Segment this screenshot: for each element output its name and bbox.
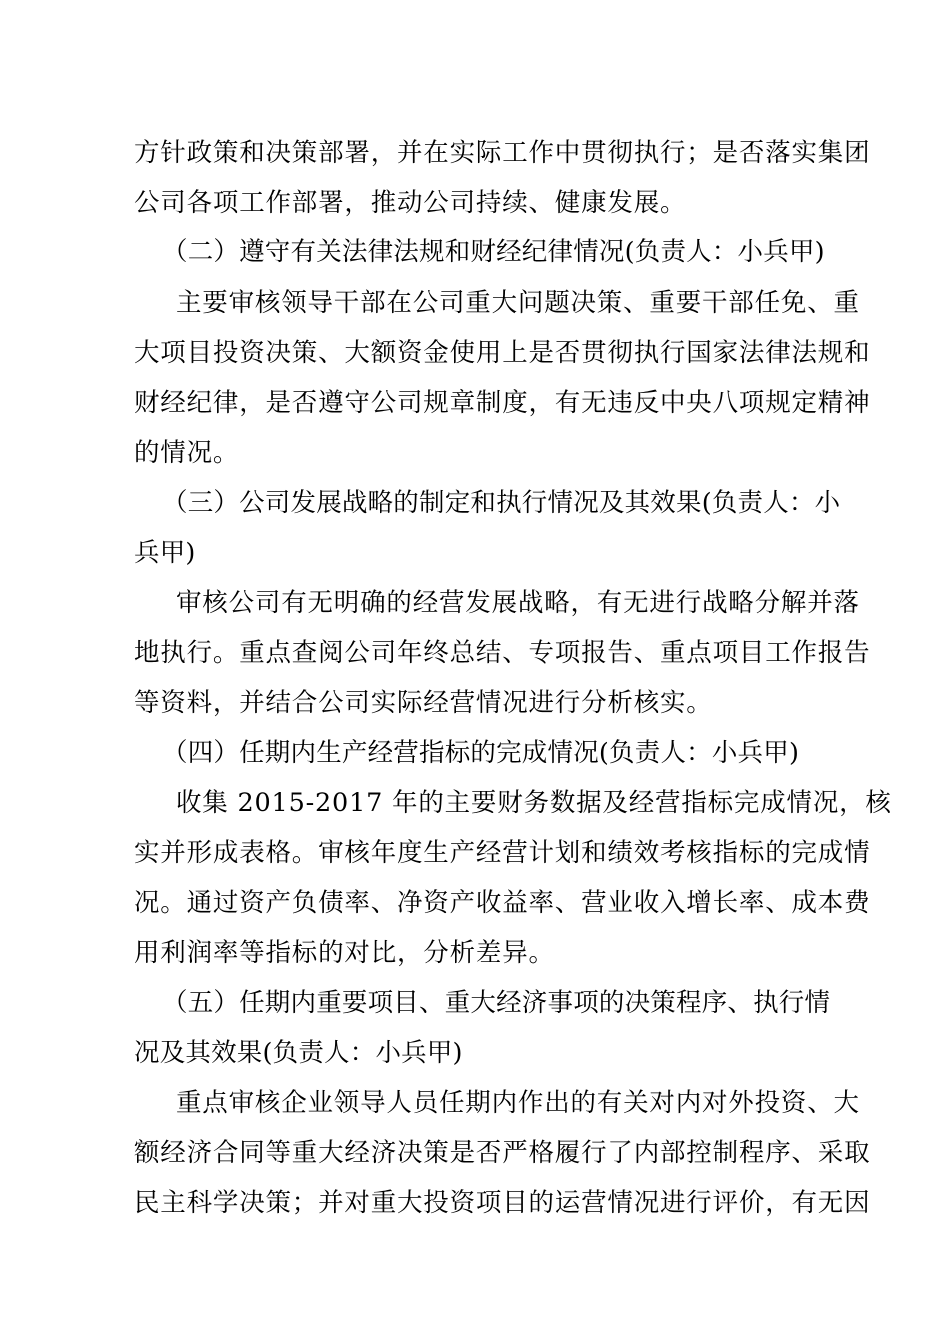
body-text-line: 财经纪律，是否遵守公司规章制度，有无违反中央八项规定精神 xyxy=(134,388,871,418)
section-heading-3: （三）公司发展战略的制定和执行情况及其效果(负责人：小 xyxy=(162,488,841,518)
body-text-line: 主要审核领导干部在公司重大问题决策、重要干部任免、重 xyxy=(176,288,860,318)
section-heading-5-cont: 况及其效果(负责人：小兵甲) xyxy=(134,1038,463,1068)
body-text-line: 等资料，并结合公司实际经营情况进行分析核实。 xyxy=(134,688,713,718)
body-text-line: 额经济合同等重大经济决策是否严格履行了内部控制程序、采取 xyxy=(134,1138,871,1168)
section-heading-2: （二）遵守有关法律法规和财经纪律情况(负责人：小兵甲) xyxy=(162,237,825,267)
body-text-line: 况。通过资产负债率、净资产收益率、营业收入增长率、成本费 xyxy=(134,888,871,918)
section-heading-3-cont: 兵甲) xyxy=(134,538,196,568)
body-text-line: 民主科学决策；并对重大投资项目的运营情况进行评价，有无因 xyxy=(134,1188,871,1218)
body-text-line: 收集 2015-2017 年的主要财务数据及经营指标完成情况，核 xyxy=(176,788,892,818)
body-text-line: 的情况。 xyxy=(134,438,240,468)
section-heading-4: （四）任期内生产经营指标的完成情况(负责人：小兵甲) xyxy=(162,738,800,768)
body-text-line: 审核公司有无明确的经营发展战略，有无进行战略分解并落 xyxy=(176,588,860,618)
body-text-line: 大项目投资决策、大额资金使用上是否贯彻执行国家法律法规和 xyxy=(134,338,871,368)
body-text-line: 地执行。重点查阅公司年终总结、专项报告、重点项目工作报告 xyxy=(134,638,871,668)
body-text-line: 公司各项工作部署，推动公司持续、健康发展。 xyxy=(134,188,687,218)
body-text-line: 方针政策和决策部署，并在实际工作中贯彻执行；是否落实集团 xyxy=(134,138,871,168)
body-text-line: 重点审核企业领导人员任期内作出的有关对内对外投资、大 xyxy=(176,1088,860,1118)
body-text-line: 实并形成表格。审核年度生产经营计划和绩效考核指标的完成情 xyxy=(134,838,871,868)
section-heading-5: （五）任期内重要项目、重大经济事项的决策程序、执行情 xyxy=(162,988,831,1018)
body-text-line: 用利润率等指标的对比，分析差异。 xyxy=(134,938,555,968)
